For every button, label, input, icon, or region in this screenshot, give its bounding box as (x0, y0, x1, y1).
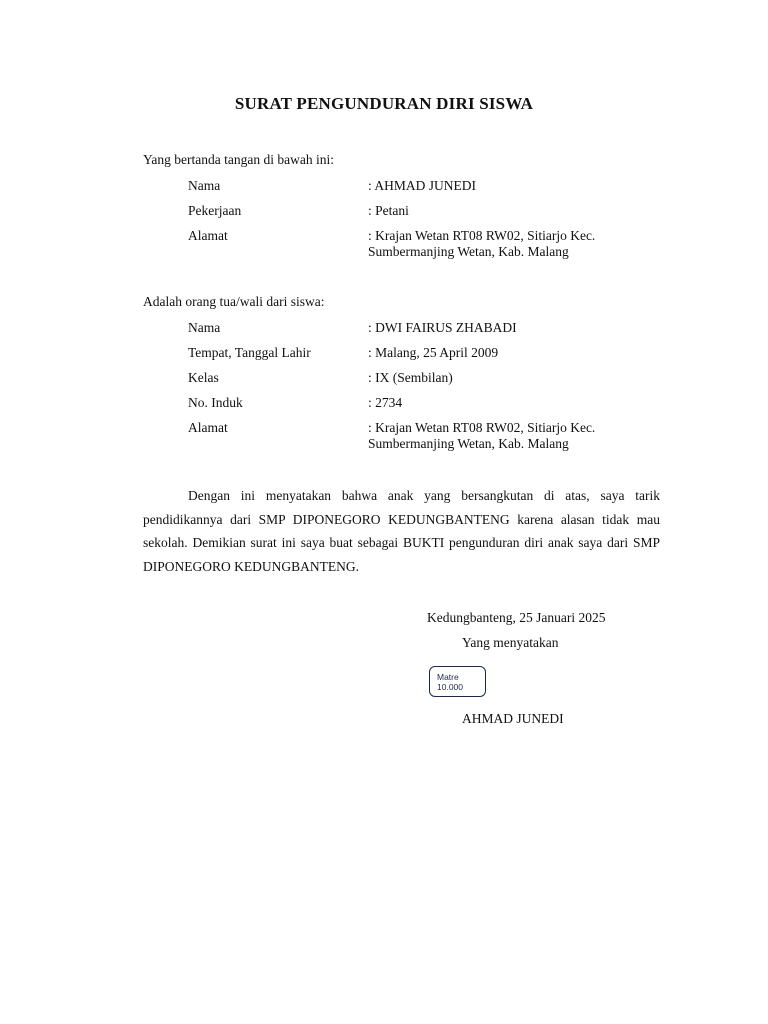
student-address-label: Alamat (188, 420, 228, 435)
parent-job-value: : Petani (368, 203, 409, 218)
student-name-value: : DWI FAIRUS ZHABADI (368, 320, 517, 335)
stamp-value: 10.000 (437, 682, 463, 692)
student-birth-value: : Malang, 25 April 2009 (368, 345, 499, 360)
page-title: SURAT PENGUNDURAN DIRI SISWA (234, 94, 534, 113)
signer-name: AHMAD JUNEDI (462, 711, 564, 726)
student-address-value: : Krajan Wetan RT08 RW02, Sitiarjo Kec. (368, 420, 596, 435)
student-class-value: : IX (Sembilan) (368, 370, 453, 385)
parent-job-label: Pekerjaan (188, 203, 242, 218)
parent-intro: Yang bertanda tangan di bawah ini: (143, 152, 334, 167)
student-name-label: Nama (188, 320, 221, 335)
statement-text: Dengan ini menyatakan bahwa anak yang bersangkutan di atas, saya tarik pendidikannya dari SMP DIPONEGORO KEDUNGBANTENG karena alasan tidak mau sekolah. Demikian surat ini saya buat sebagai BUKTI pengunduran diri anak saya dari SMP DIPONEGORO KEDUNGBANTENG. (143, 488, 660, 574)
student-address-value-line2: Sumbermanjing Wetan, Kab. Malang (368, 436, 569, 451)
stamp-duty-box (429, 666, 486, 697)
place-date: Kedungbanteng, 25 Januari 2025 (427, 610, 606, 625)
stating-label: Yang menyatakan (462, 635, 559, 650)
parent-address-label: Alamat (188, 228, 228, 243)
student-intro: Adalah orang tua/wali dari siswa: (143, 294, 325, 309)
student-class-label: Kelas (188, 370, 219, 385)
stamp-label: Matre (437, 672, 459, 682)
parent-address-value: : Krajan Wetan RT08 RW02, Sitiarjo Kec. (368, 228, 596, 243)
student-birth-label: Tempat, Tanggal Lahir (188, 345, 311, 360)
statement-paragraph (143, 484, 660, 578)
parent-name-label: Nama (188, 178, 221, 193)
parent-address-value-line2: Sumbermanjing Wetan, Kab. Malang (368, 244, 569, 259)
parent-name-value: : AHMAD JUNEDI (368, 178, 476, 193)
student-id-value: : 2734 (368, 395, 403, 410)
student-id-label: No. Induk (188, 395, 243, 410)
